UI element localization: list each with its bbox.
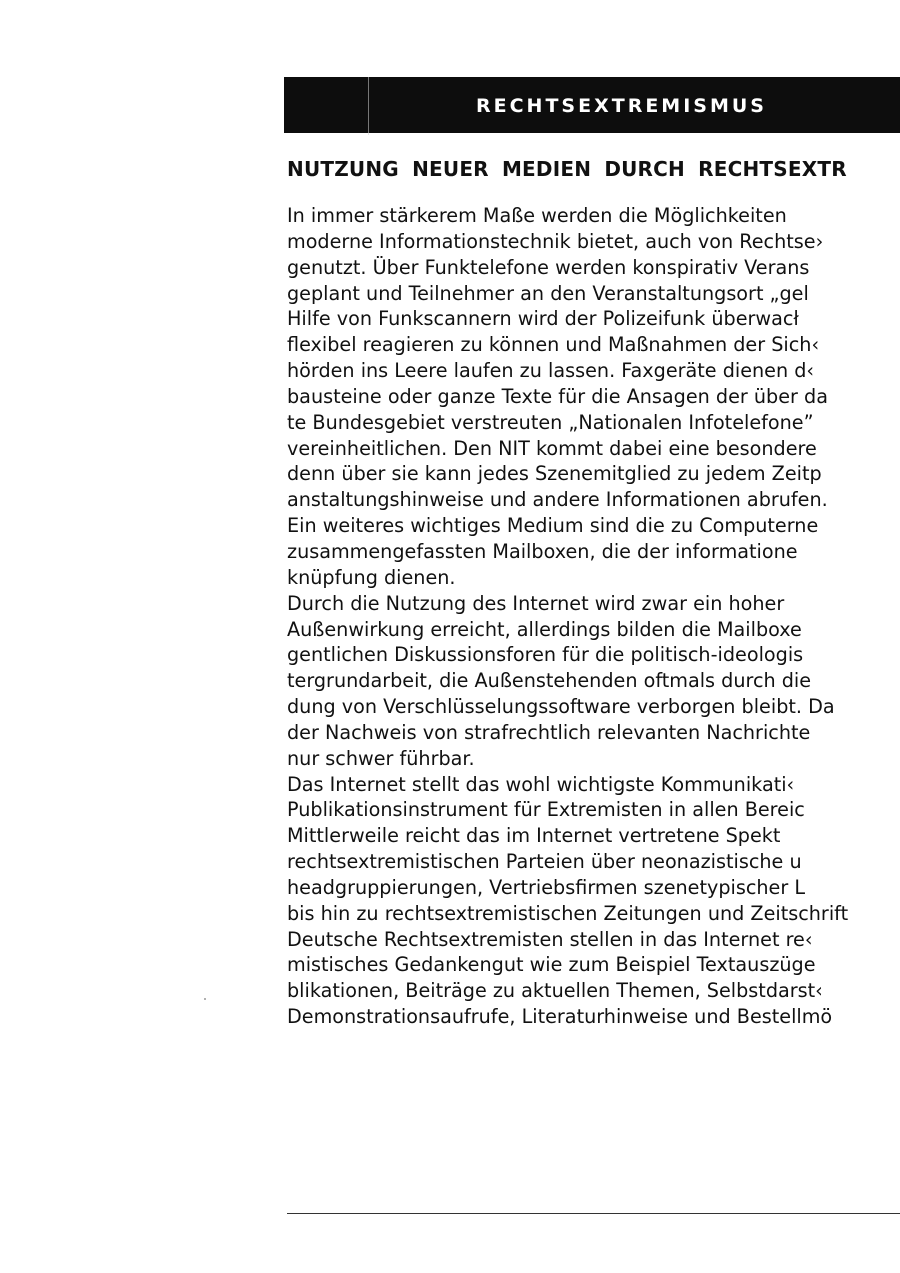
body-line: denn über sie kann jedes Szenemitglied zu jedem Zeitp xyxy=(287,462,822,486)
body-line: vereinheitlichen. Den NIT kommt dabei eine besondere xyxy=(287,436,817,460)
body-line: Demonstrationsaufrufe, Literaturhinweise und Bestellmö xyxy=(287,1005,833,1029)
body-line: In immer stärkerem Maße werden die Möglichkeiten xyxy=(287,204,787,227)
body-line: bausteine oder ganze Texte für die Ansagen der über da xyxy=(287,384,828,408)
section-title: RECHTSEXTREMISMUS xyxy=(476,95,767,117)
scan-fold-mark xyxy=(368,77,369,135)
body-line: Hilfe von Funkscannern wird der Polizeifunk überwacł xyxy=(287,307,799,331)
body-line: blikationen, Beiträge zu aktuellen Themen, Selbstdarst‹ xyxy=(287,979,823,1003)
body-line: dung von Verschlüsselungssoftware verborgen bleibt. Da xyxy=(287,695,835,719)
article-heading: NUTZUNG NEUER MEDIEN DURCH RECHTSEXTR xyxy=(287,157,847,181)
body-line: anstaltungshinweise und andere Informationen abrufen. xyxy=(287,488,828,512)
body-line: hörden ins Leere laufen zu lassen. Faxgeräte dienen d‹ xyxy=(287,359,815,383)
section-banner xyxy=(284,77,900,133)
body-line: tergrundarbeit, die Außenstehenden oftmals durch die xyxy=(287,669,812,693)
body-line: Publikationsinstrument für Extremisten in allen Bereic xyxy=(287,798,805,822)
body-line: mistisches Gedankengut wie zum Beispiel Textauszüge xyxy=(287,953,816,977)
body-line: Ein weiteres wichtiges Medium sind die zu Computerne xyxy=(287,514,819,538)
body-line: flexibel reagieren zu können und Maßnahmen der Sich‹ xyxy=(287,333,820,357)
body-line: rechtsextremistischen Parteien über neonazistische u xyxy=(287,850,802,874)
scan-speck xyxy=(204,998,206,1000)
article-body xyxy=(287,203,900,1030)
body-line: te Bundesgebiet verstreuten „Nationalen Infotelefone” xyxy=(287,410,814,434)
body-line: geplant und Teilnehmer an den Veranstaltungsort „gel xyxy=(287,281,809,305)
body-line: Durch die Nutzung des Internet wird zwar ein hoher xyxy=(287,591,785,615)
body-line: headgruppierungen, Vertriebsfirmen szenetypischer L xyxy=(287,875,806,899)
body-line: zusammengefassten Mailboxen, die der informatione xyxy=(287,539,798,563)
body-line: moderne Informationstechnik bietet, auch von Rechtse› xyxy=(287,229,824,253)
body-line: genutzt. Über Funktelefone werden konspirativ Verans xyxy=(287,255,810,279)
footer-rule xyxy=(287,1213,900,1214)
body-line: nur schwer führbar. xyxy=(287,746,475,770)
body-line: Mittlerweile reicht das im Internet vertretene Spekt xyxy=(287,824,781,848)
body-line: knüpfung dienen. xyxy=(287,565,456,589)
body-line: Deutsche Rechtsextremisten stellen in das Internet re‹ xyxy=(287,927,813,951)
body-line: der Nachweis von strafrechtlich relevanten Nachrichte xyxy=(287,720,811,744)
body-line: Das Internet stellt das wohl wichtigste Kommunikati‹ xyxy=(287,772,795,796)
body-line: bis hin zu rechtsextremistischen Zeitungen und Zeitschrift xyxy=(287,901,849,925)
body-line: Außenwirkung erreicht, allerdings bilden die Mailboxe xyxy=(287,617,802,641)
body-line: gentlichen Diskussionsforen für die politisch-ideologis xyxy=(287,643,804,667)
